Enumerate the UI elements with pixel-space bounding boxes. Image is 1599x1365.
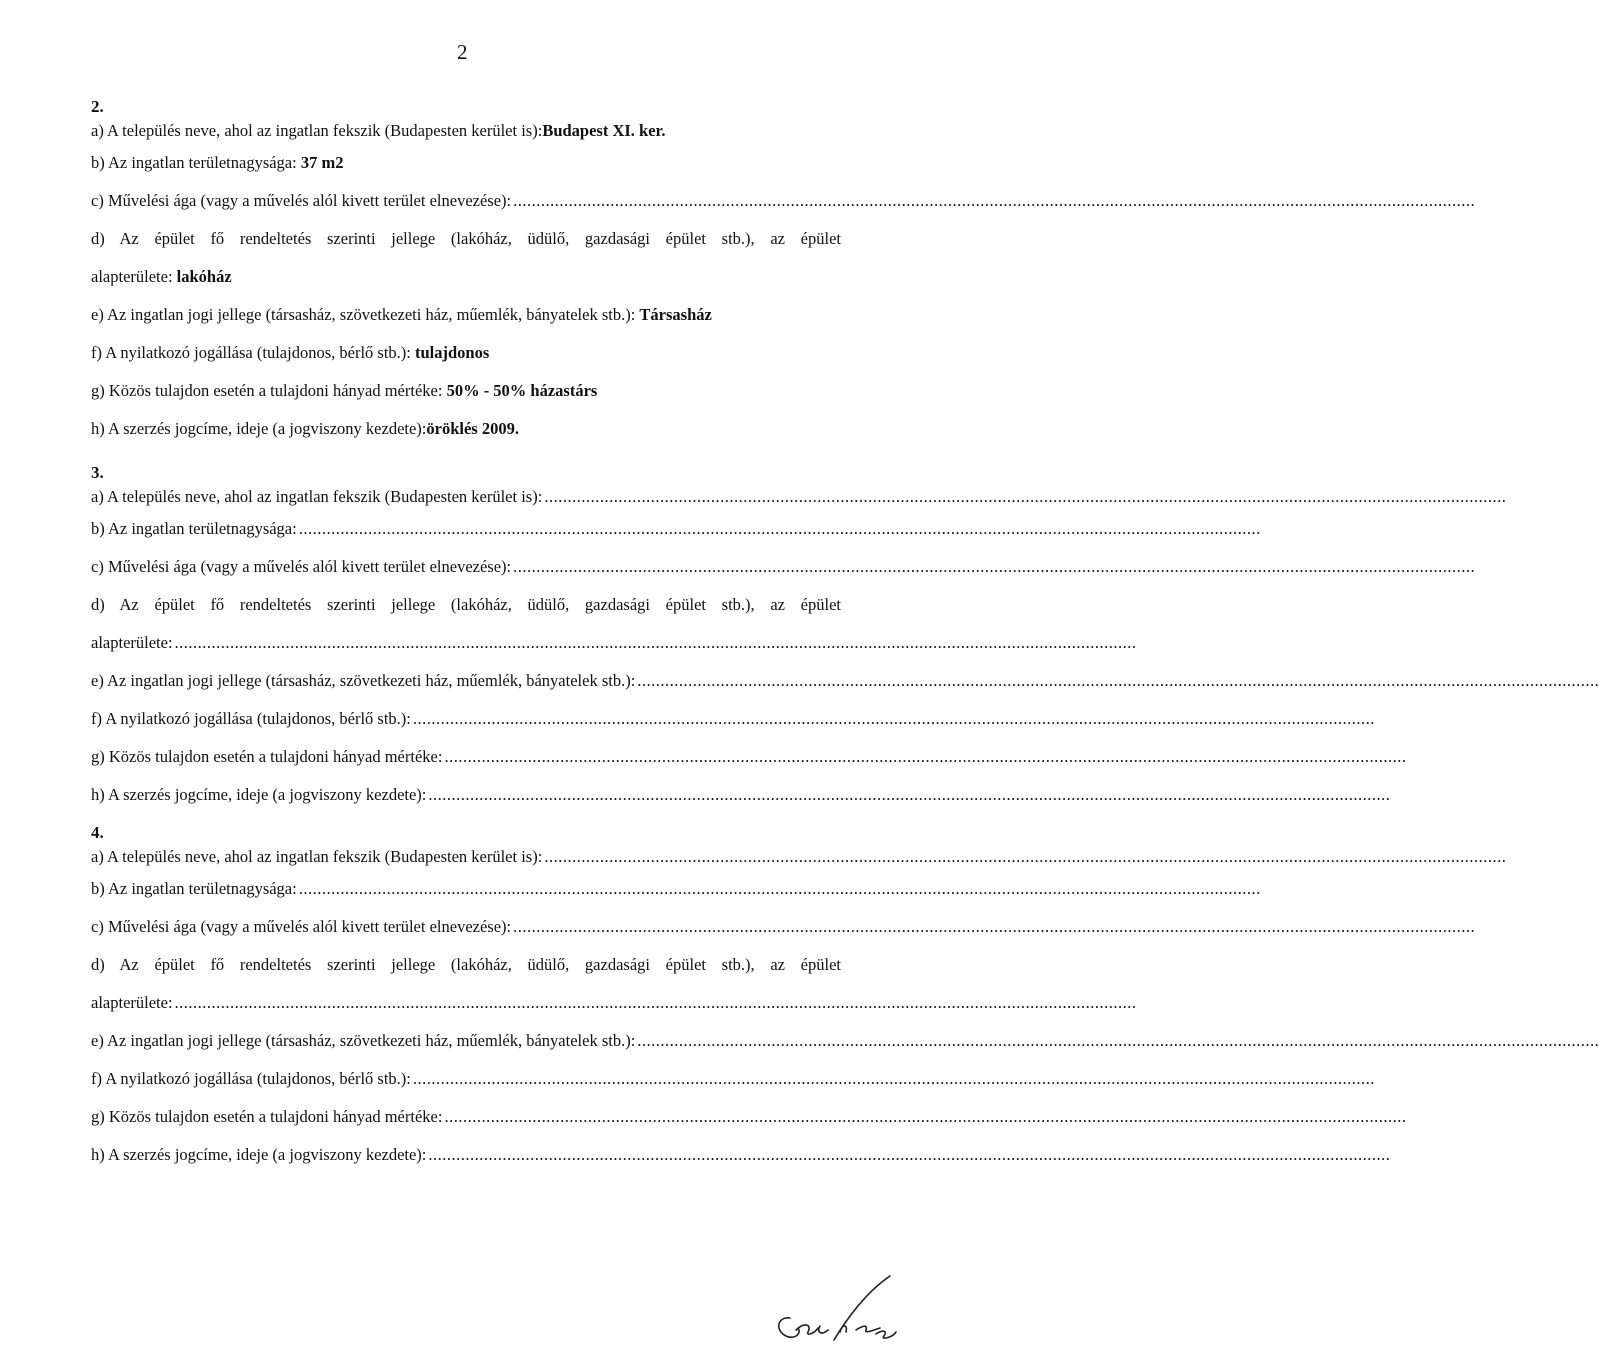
item-a — [91, 484, 1507, 510]
item-c-dots: ................................................................................................................................................................................................................ — [513, 191, 1476, 210]
item-b-value: 37 m2 — [300, 153, 344, 172]
item-d-line1 — [91, 220, 841, 258]
item-g-label: g) Közös tulajdon esetén a tulajdoni hányad mértéke: — [91, 1107, 443, 1126]
item-c — [91, 908, 1476, 946]
item-e-label: e) Az ingatlan jogi jellege (társasház, szövetkezeti ház, műemlék, bányatelek stb.): — [91, 1031, 636, 1050]
item-h — [91, 410, 841, 448]
item-d — [91, 220, 841, 296]
item-f — [91, 1060, 1375, 1098]
item-d-line2 — [91, 258, 841, 296]
item-b-label: b) Az ingatlan területnagysága: — [91, 519, 297, 538]
item-e-dots: ................................................................................................................................................................................................................ — [637, 1031, 1599, 1050]
item-d-line1 — [91, 946, 841, 984]
item-h-label: h) A szerzés jogcíme, ideje (a jogviszony kezdete): — [91, 1145, 427, 1164]
item-f-label: f) A nyilatkozó jogállása (tulajdonos, bérlő stb.): — [91, 1069, 411, 1088]
item-f-label: f) A nyilatkozó jogállása (tulajdonos, bérlő stb.): — [91, 343, 411, 362]
item-c-label: c) Művelési ága (vagy a művelés alól kivett terület elnevezése): — [91, 917, 512, 936]
item-d-label: alapterülete: — [91, 267, 173, 286]
item-a — [91, 118, 841, 144]
item-b-label: b) Az ingatlan területnagysága: — [91, 879, 297, 898]
item-d-label: alapterülete: — [91, 633, 173, 652]
item-a-label: a) A település neve, ahol az ingatlan fekszik (Budapesten kerület is): — [91, 487, 543, 506]
item-g — [91, 738, 1407, 776]
item-g — [91, 372, 841, 410]
item-c-dots: ................................................................................................................................................................................................................ — [513, 557, 1476, 576]
handwritten-signature — [768, 1270, 918, 1350]
item-c-label: c) Művelési ága (vagy a művelés alól kivett terület elnevezése): — [91, 191, 512, 210]
item-h-value: öröklés 2009. — [426, 419, 519, 438]
item-g-dots: ................................................................................................................................................................................................................ — [444, 747, 1407, 766]
item-g-dots: ................................................................................................................................................................................................................ — [444, 1107, 1407, 1126]
item-f — [91, 334, 841, 372]
item-d — [91, 586, 1137, 662]
item-h-label: h) A szerzés jogcíme, ideje (a jogviszony kezdete): — [91, 785, 427, 804]
item-d-text: d) Az épület fő rendeltetés szerinti jellege (lakóház, üdülő, gazdasági épület stb.), az épület — [91, 955, 841, 974]
item-e-label: e) Az ingatlan jogi jellege (társasház, szövetkezeti ház, műemlék, bányatelek stb.): — [91, 671, 636, 690]
item-c-dots: ................................................................................................................................................................................................................ — [513, 917, 1476, 936]
item-a-dots: ................................................................................................................................................................................................................ — [544, 847, 1507, 866]
section-number: 3. — [91, 463, 104, 482]
item-d-value: lakóház — [176, 267, 232, 286]
item-a — [91, 844, 1507, 870]
item-e — [91, 296, 841, 334]
item-a-label: a) A település neve, ahol az ingatlan fekszik (Budapesten kerület is): — [91, 847, 543, 866]
item-a-value: Budapest XI. ker. — [542, 121, 666, 140]
item-f-dots: ................................................................................................................................................................................................................ — [412, 709, 1375, 728]
item-e-label: e) Az ingatlan jogi jellege (társasház, szövetkezeti ház, műemlék, bányatelek stb.): — [91, 305, 636, 324]
section-number: 4. — [91, 823, 104, 842]
item-b-dots: ................................................................................................................................................................................................................ — [298, 879, 1261, 898]
item-e — [91, 1022, 1599, 1060]
item-d-dots: ................................................................................................................................................................................................................ — [174, 633, 1137, 652]
item-d-line1 — [91, 586, 841, 624]
item-b — [91, 144, 841, 182]
item-f-dots: ................................................................................................................................................................................................................ — [412, 1069, 1375, 1088]
item-g-label: g) Közös tulajdon esetén a tulajdoni hányad mértéke: — [91, 747, 443, 766]
section-2 — [91, 96, 1476, 448]
item-a-dots: ................................................................................................................................................................................................................ — [544, 487, 1507, 506]
item-d — [91, 946, 1137, 1022]
item-d-dots: ................................................................................................................................................................................................................ — [174, 993, 1137, 1012]
section-3 — [91, 462, 1599, 814]
item-g-value: 50% - 50% házastárs — [446, 381, 598, 400]
section-number: 2. — [91, 97, 104, 116]
item-c-label: c) Művelési ága (vagy a művelés alól kivett terület elnevezése): — [91, 557, 512, 576]
item-c — [91, 548, 1476, 586]
item-e-dots: ................................................................................................................................................................................................................ — [637, 671, 1599, 690]
page-number: 2 — [457, 40, 468, 64]
item-b-label: b) Az ingatlan területnagysága: — [91, 153, 297, 172]
item-f-value: tulajdonos — [414, 343, 490, 362]
item-d-text: d) Az épület fő rendeltetés szerinti jellege (lakóház, üdülő, gazdasági épület stb.), az épület — [91, 229, 841, 248]
item-a-label: a) A település neve, ahol az ingatlan fekszik (Budapesten kerület is): — [91, 121, 543, 140]
item-b — [91, 870, 1261, 908]
item-g — [91, 1098, 1407, 1136]
item-h-label: h) A szerzés jogcíme, ideje (a jogviszony kezdete): — [91, 419, 427, 438]
section-4 — [91, 822, 1599, 1174]
item-f — [91, 700, 1375, 738]
item-c — [91, 182, 1476, 220]
item-g-label: g) Közös tulajdon esetén a tulajdoni hányad mértéke: — [91, 381, 443, 400]
item-h-dots: ................................................................................................................................................................................................................ — [428, 1145, 1391, 1164]
item-d-line2 — [91, 984, 1137, 1022]
item-e — [91, 662, 1599, 700]
item-b — [91, 510, 1261, 548]
item-e-value: Társasház — [639, 305, 712, 324]
item-d-text: d) Az épület fő rendeltetés szerinti jellege (lakóház, üdülő, gazdasági épület stb.), az épület — [91, 595, 841, 614]
item-b-dots: ................................................................................................................................................................................................................ — [298, 519, 1261, 538]
item-h — [91, 1136, 1391, 1174]
item-h-dots: ................................................................................................................................................................................................................ — [428, 785, 1391, 804]
item-f-label: f) A nyilatkozó jogállása (tulajdonos, bérlő stb.): — [91, 709, 411, 728]
item-d-line2 — [91, 624, 1137, 662]
item-h — [91, 776, 1391, 814]
item-d-label: alapterülete: — [91, 993, 173, 1012]
